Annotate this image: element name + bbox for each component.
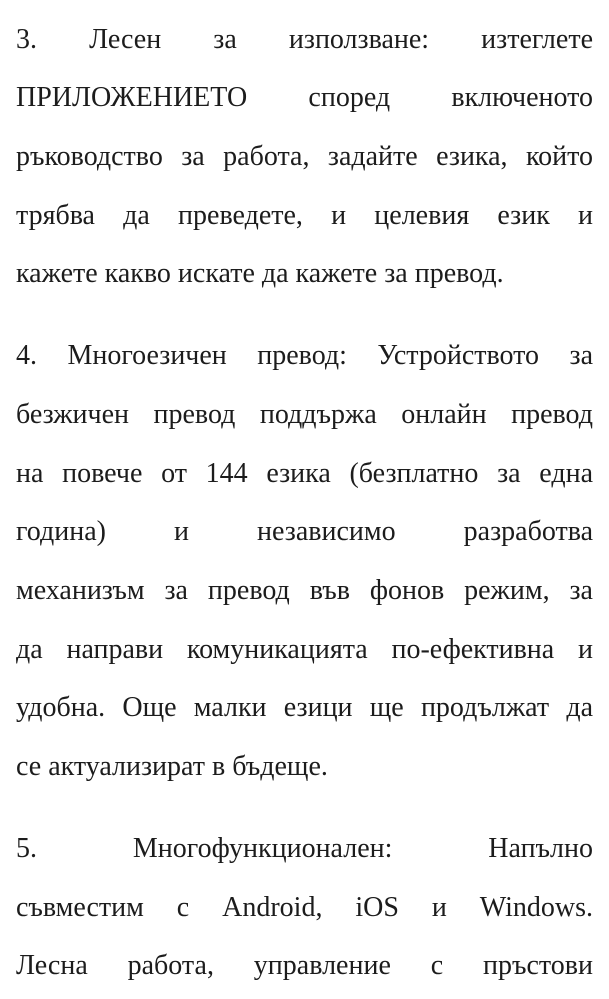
text-line: трябва да преведете, и целевия език и	[16, 200, 593, 231]
text-line: кажете какво искате да кажете за превод.	[16, 258, 504, 289]
text-line: механизъм за превод във фонов режим, за	[16, 575, 593, 606]
text-line: ПРИЛОЖЕНИЕТО според включеното	[16, 82, 593, 113]
text-line: Лесна работа, управление с пръстови	[16, 950, 593, 981]
text-line: съвместим с Android, iOS и Windows.	[16, 892, 593, 923]
text-line: безжичен превод поддържа онлайн превод	[16, 399, 593, 430]
text-line: 4. Многоезичен превод: Устройството за	[16, 340, 593, 371]
text-line: удобна. Още малки езици ще продължат да	[16, 692, 593, 723]
text-line: се актуализират в бъдеще.	[16, 751, 328, 782]
text-line: ръководство за работа, задайте езика, който	[16, 141, 593, 172]
text-line: година) и независимо разработва	[16, 516, 593, 547]
text-line: 3. Лесен за използване: изтеглете	[16, 24, 593, 55]
text-line: на повече от 144 езика (безплатно за една	[16, 458, 593, 489]
text-line: да направи комуникацията по-ефективна и	[16, 634, 593, 665]
text-line: 5. Многофункционален: Напълно	[16, 833, 593, 864]
